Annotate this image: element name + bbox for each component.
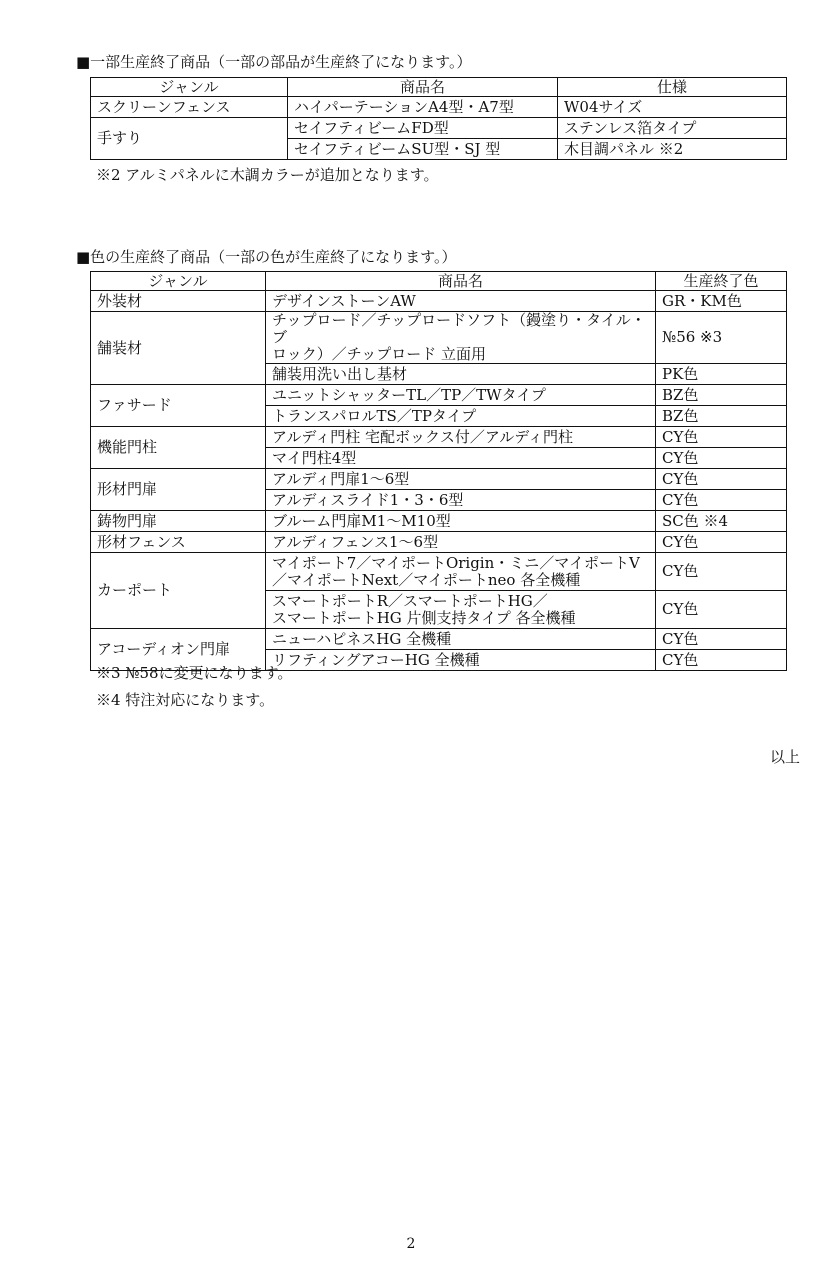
- table-row: [91, 553, 787, 591]
- product-cell: アルディフェンス1～6型: [266, 532, 656, 553]
- product-cell: ブルーム門扉M1～M10型: [266, 511, 656, 532]
- product-line: マイポート7／マイポートOrigin・ミニ／マイポートV: [272, 553, 640, 572]
- header-color: 生産終了色: [656, 272, 787, 291]
- color-cell: CY色: [656, 490, 787, 511]
- color-cell: CY色: [656, 553, 787, 591]
- genre-cell: 舗装材: [91, 312, 266, 385]
- table-row: [91, 532, 787, 553]
- table-row: [91, 312, 787, 364]
- genre-cell: ファサード: [91, 385, 266, 427]
- product-cell: トランスパロルTS／TPタイプ: [266, 406, 656, 427]
- color-cell: CY色: [656, 469, 787, 490]
- color-cell: BZ色: [656, 406, 787, 427]
- product-cell: アルディスライド1・3・6型: [266, 490, 656, 511]
- color-cell: PK色: [656, 364, 787, 385]
- color-cell: GR・KM色: [656, 291, 787, 312]
- partial-end-table: [90, 77, 787, 160]
- genre-cell: 形材門扉: [91, 469, 266, 511]
- color-cell: №56 ※3: [656, 312, 787, 364]
- header-genre: ジャンル: [91, 78, 288, 97]
- color-cell: CY色: [656, 650, 787, 671]
- color-end-table: [90, 271, 787, 671]
- header-product: 商品名: [266, 272, 656, 291]
- color-cell: SC色 ※4: [656, 511, 787, 532]
- table-header-row: [91, 78, 787, 97]
- genre-cell: 手すり: [91, 118, 288, 160]
- product-line: ／マイポートNext／マイポートneo 各全機種: [272, 570, 581, 589]
- product-cell: 舗装用洗い出し基材: [266, 364, 656, 385]
- product-cell: リフティングアコーHG 全機種: [266, 650, 656, 671]
- genre-cell: 形材フェンス: [91, 532, 266, 553]
- spec-cell: W04サイズ: [558, 97, 787, 118]
- color-cell: CY色: [656, 448, 787, 469]
- header-product: 商品名: [288, 78, 558, 97]
- product-cell: [266, 591, 656, 629]
- table-row: [91, 385, 787, 406]
- product-line: チップロード／チップロードソフト（鏝塗り・タイル・ブ: [272, 311, 646, 346]
- table-row: [91, 629, 787, 650]
- note-3: ※3 №58に変更になります。: [96, 664, 293, 682]
- note-4: ※4 特注対応になります。: [96, 691, 275, 709]
- spec-cell: ステンレス箔タイプ: [558, 118, 787, 139]
- product-cell: アルディ門扉1～6型: [266, 469, 656, 490]
- color-cell: BZ色: [656, 385, 787, 406]
- table-row: [91, 469, 787, 490]
- table-row: [91, 97, 787, 118]
- product-line: スマートポートHG 片側支持タイプ 各全機種: [272, 608, 576, 627]
- color-cell: CY色: [656, 591, 787, 629]
- product-line: ロック）／チップロード 立面用: [272, 345, 487, 363]
- color-cell: CY色: [656, 532, 787, 553]
- color-cell: CY色: [656, 629, 787, 650]
- genre-cell: 鋳物門扉: [91, 511, 266, 532]
- spec-cell: 木目調パネル ※2: [558, 139, 787, 160]
- table-row: [91, 118, 787, 139]
- product-cell: [266, 553, 656, 591]
- genre-cell: カーポート: [91, 553, 266, 629]
- section2-heading: ■色の生産終了商品（一部の色が生産終了になります。）: [76, 248, 457, 266]
- product-cell: セイフティビームFD型: [288, 118, 558, 139]
- genre-cell: スクリーンフェンス: [91, 97, 288, 118]
- table-row: [91, 427, 787, 448]
- genre-cell: 機能門柱: [91, 427, 266, 469]
- product-cell: アルディ門柱 宅配ボックス付／アルディ門柱: [266, 427, 656, 448]
- product-cell: ユニットシャッターTL／TP／TWタイプ: [266, 385, 656, 406]
- product-cell: ニューハピネスHG 全機種: [266, 629, 656, 650]
- header-genre: ジャンル: [91, 272, 266, 291]
- genre-cell: 外装材: [91, 291, 266, 312]
- table-row: [91, 291, 787, 312]
- genre-cell: アコーディオン門扉: [91, 629, 266, 671]
- color-cell: CY色: [656, 427, 787, 448]
- table-row: [91, 511, 787, 532]
- product-cell: セイフティビームSU型・SJ 型: [288, 139, 558, 160]
- product-cell: [266, 312, 656, 364]
- product-cell: デザインストーンAW: [266, 291, 656, 312]
- closing-mark: 以上: [769, 748, 800, 766]
- table-header-row: [91, 272, 787, 291]
- product-cell: マイ門柱4型: [266, 448, 656, 469]
- page-number: 2: [406, 1236, 416, 1252]
- note-2: ※2 アルミパネルに木調カラーが追加となります。: [96, 166, 439, 184]
- product-cell: ハイパーテーションA4型・A7型: [288, 97, 558, 118]
- product-line: スマートポートR／スマートポートHG／: [272, 591, 548, 610]
- section1-heading: ■一部生産終了商品（一部の部品が生産終了になります。）: [76, 53, 472, 71]
- header-spec: 仕様: [558, 78, 787, 97]
